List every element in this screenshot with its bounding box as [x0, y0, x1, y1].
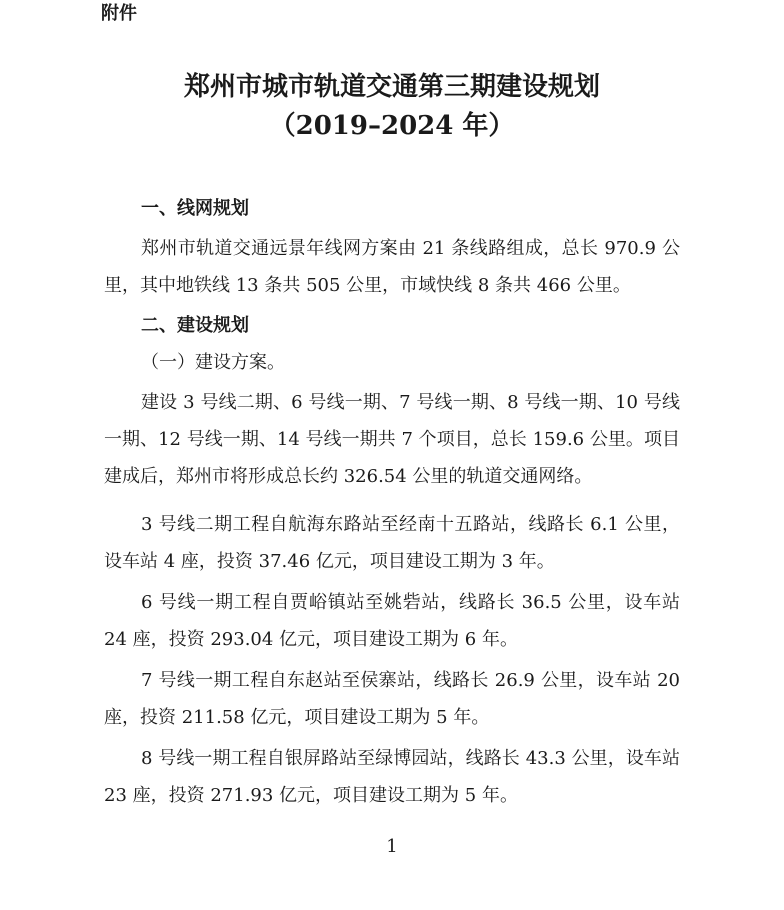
paragraph-line-6-phase-1: 6 号线一期工程自贾峪镇站至姚砦站，线路长 36.5 公里，设车站 24 座，投资 293.04 亿元，项目建设工期为 6 年。 — [104, 592, 680, 650]
paragraph-projects-summary: 建设 3 号线二期、6 号线一期、7 号线一期、8 号线一期、10 号线一期、12 号线一期、14 号线一期共 7 个项目，总长 159.6 公里。项目建成后，郑州市将形成总长约 326.54 公里的轨道交通网络。 — [104, 392, 680, 487]
attachment-label: 附件 — [101, 3, 137, 24]
paragraph-line-7-phase-1: 7 号线一期工程自东赵站至侯寨站，线路长 26.9 公里，设车站 20 座，投资 211.58 亿元，项目建设工期为 5 年。 — [104, 670, 680, 728]
section-heading-construction-plan: 二、建设规划 — [141, 315, 249, 336]
subheading-construction-scheme: （一）建设方案。 — [141, 352, 285, 373]
paragraph-network-overview: 郑州市轨道交通远景年线网方案由 21 条线路组成，总长 970.9 公里，其中地铁线 13 条共 505 公里，市域快线 8 条共 466 公里。 — [104, 238, 680, 296]
paragraph-line-3-phase-2: 3 号线二期工程自航海东路站至经南十五路站，线路长 6.1 公里，设车站 4 座，投资 37.46 亿元，项目建设工期为 3 年。 — [104, 514, 680, 572]
page-number: 1 — [386, 836, 398, 857]
document-title: 郑州市城市轨道交通第三期建设规划 — [183, 72, 600, 102]
paragraph-line-8-phase-1: 8 号线一期工程自银屏路站至绿博园站，线路长 43.3 公里，设车站 23 座，投资 271.93 亿元，项目建设工期为 5 年。 — [104, 748, 680, 806]
section-heading-network-plan: 一、线网规划 — [141, 198, 249, 219]
document-subtitle: （2019–2024 年） — [269, 111, 515, 141]
